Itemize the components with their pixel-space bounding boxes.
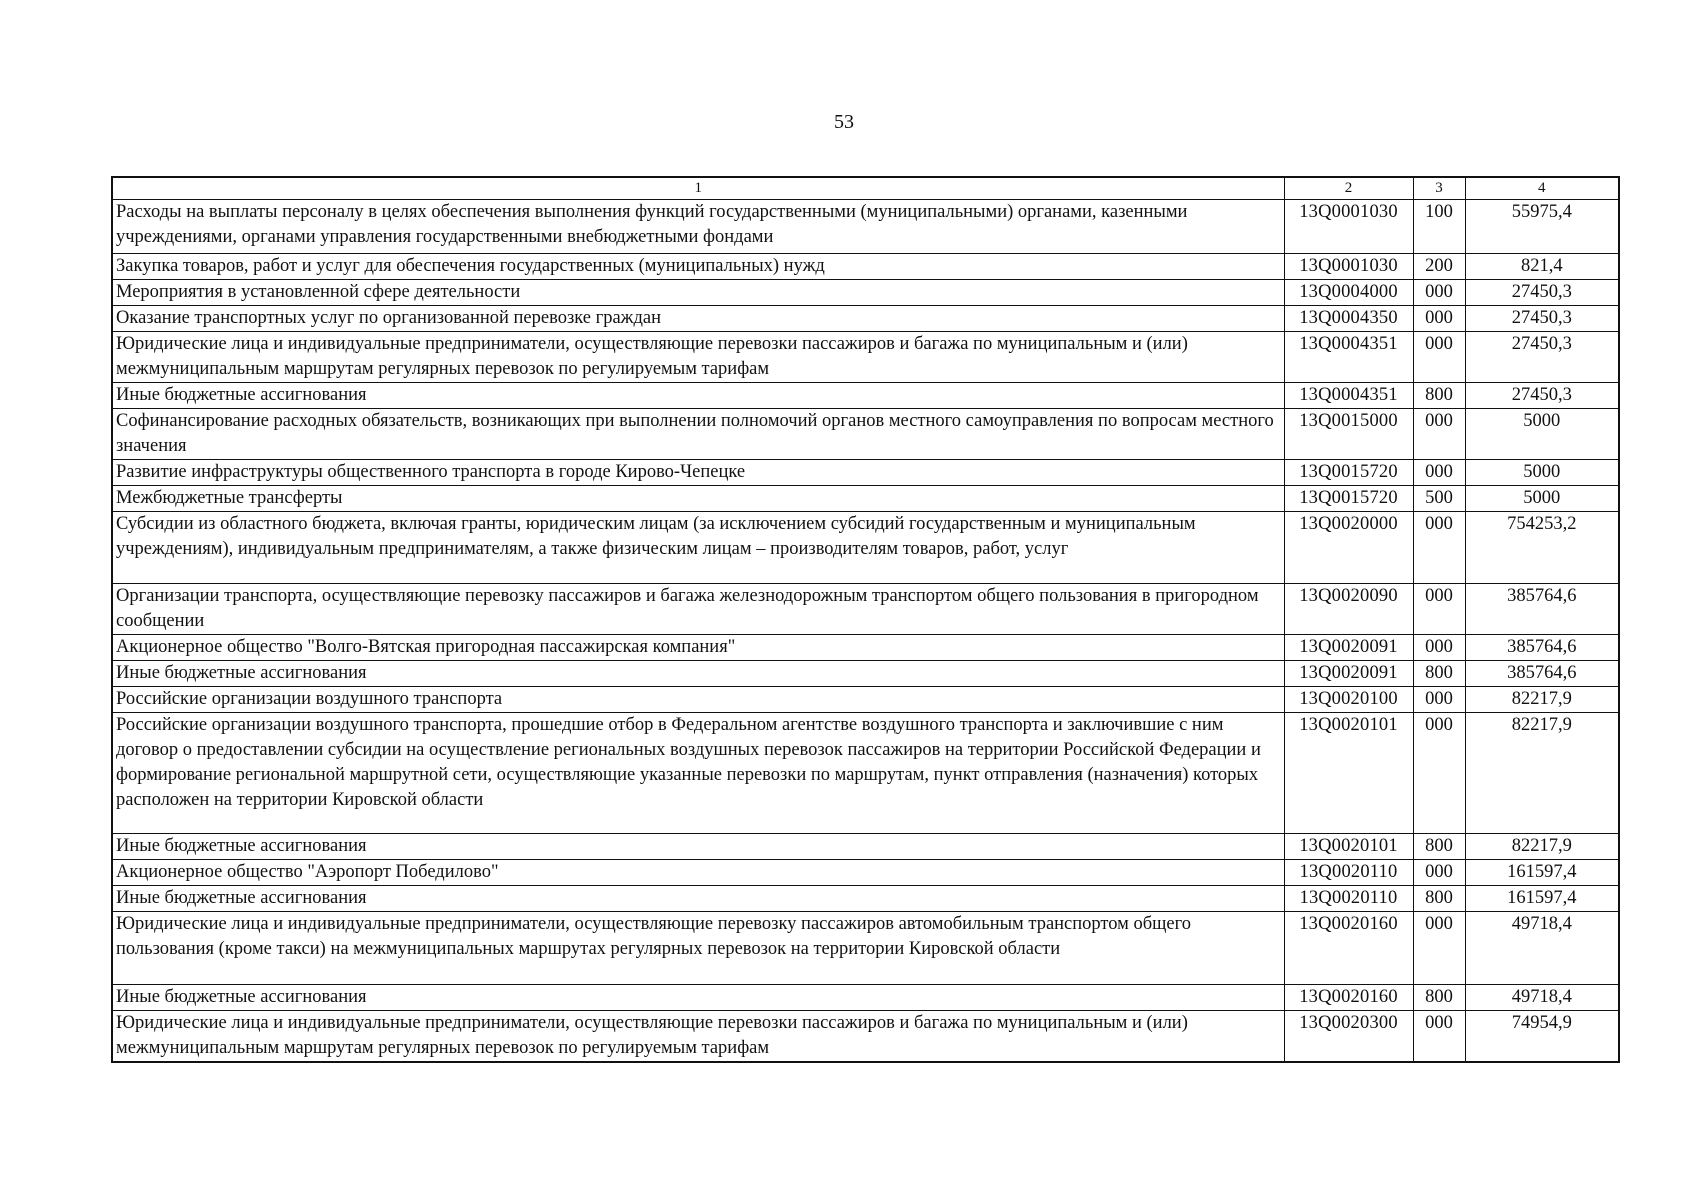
target-code-cell: 13Q0020101 [1284,834,1413,860]
amount-cell: 385764,6 [1465,584,1619,635]
budget-table [111,176,1620,1063]
table-row [112,661,1619,687]
target-code-cell: 13Q0015720 [1284,460,1413,486]
target-code-cell: 13Q0004350 [1284,306,1413,332]
amount-cell: 82217,9 [1465,834,1619,860]
expense-type-cell: 500 [1413,486,1465,512]
amount-cell: 49718,4 [1465,985,1619,1011]
table-row [112,687,1619,713]
expense-type-cell: 000 [1413,912,1465,985]
table-row [112,834,1619,860]
target-code-cell: 13Q0020110 [1284,860,1413,886]
amount-cell: 5000 [1465,409,1619,460]
item-name-cell: Акционерное общество "Аэропорт Победилово" [112,860,1284,886]
target-code-cell: 13Q0020160 [1284,985,1413,1011]
table-row [112,486,1619,512]
expense-type-cell: 800 [1413,661,1465,687]
table-row [112,985,1619,1011]
expense-type-cell: 000 [1413,332,1465,383]
target-code-cell: 13Q0020000 [1284,512,1413,584]
item-name-cell: Организации транспорта, осуществляющие перевозку пассажиров и багажа железнодорожным транспортом общего пользования в пригородном сообщении [112,584,1284,635]
item-name-cell: Юридические лица и индивидуальные предприниматели, осуществляющие перевозки пассажиров и багажа по муниципальным и (или) межмуниципальным маршрутам регулярных перевозок по регулируемым тарифам [112,332,1284,383]
expense-type-cell: 000 [1413,713,1465,834]
item-name-cell: Иные бюджетные ассигнования [112,383,1284,409]
item-name-cell: Мероприятия в установленной сфере деятельности [112,280,1284,306]
target-code-cell: 13Q0004000 [1284,280,1413,306]
expense-type-cell: 800 [1413,985,1465,1011]
target-code-cell: 13Q0020100 [1284,687,1413,713]
table-row [112,409,1619,460]
expense-type-cell: 800 [1413,383,1465,409]
amount-cell: 385764,6 [1465,661,1619,687]
amount-cell: 5000 [1465,486,1619,512]
table-row [112,912,1619,985]
target-code-cell: 13Q0004351 [1284,383,1413,409]
amount-cell: 161597,4 [1465,886,1619,912]
table-row [112,584,1619,635]
amount-cell: 82217,9 [1465,687,1619,713]
item-name-cell: Развитие инфраструктуры общественного транспорта в городе Кирово-Чепецке [112,460,1284,486]
table-row [112,1011,1619,1063]
amount-cell: 55975,4 [1465,200,1619,254]
expense-type-cell: 000 [1413,512,1465,584]
header-cell-2: 2 [1284,177,1413,200]
target-code-cell: 13Q0020300 [1284,1011,1413,1063]
table-row [112,254,1619,280]
item-name-cell: Иные бюджетные ассигнования [112,661,1284,687]
expense-type-cell: 000 [1413,635,1465,661]
target-code-cell: 13Q0015720 [1284,486,1413,512]
expense-type-cell: 000 [1413,687,1465,713]
target-code-cell: 13Q0015000 [1284,409,1413,460]
target-code-cell: 13Q0004351 [1284,332,1413,383]
item-name-cell: Расходы на выплаты персоналу в целях обеспечения выполнения функций государственными (муниципальными) органами, казенными учреждениями, органами управления государственными внебюджетными фондами [112,200,1284,254]
target-code-cell: 13Q0020110 [1284,886,1413,912]
item-name-cell: Иные бюджетные ассигнования [112,985,1284,1011]
expense-type-cell: 000 [1413,280,1465,306]
expense-type-cell: 000 [1413,1011,1465,1063]
target-code-cell: 13Q0001030 [1284,254,1413,280]
amount-cell: 27450,3 [1465,280,1619,306]
table-row [112,713,1619,834]
expense-type-cell: 000 [1413,584,1465,635]
expense-type-cell: 000 [1413,306,1465,332]
amount-cell: 27450,3 [1465,332,1619,383]
table-row [112,383,1619,409]
header-cell-1: 1 [112,177,1284,200]
page-number: 53 [834,111,854,133]
item-name-cell: Акционерное общество "Волго-Вятская пригородная пассажирская компания" [112,635,1284,661]
expense-type-cell: 800 [1413,834,1465,860]
expense-type-cell: 800 [1413,886,1465,912]
expense-type-cell: 000 [1413,460,1465,486]
amount-cell: 74954,9 [1465,1011,1619,1063]
item-name-cell: Юридические лица и индивидуальные предприниматели, осуществляющие перевозки пассажиров и багажа по муниципальным и (или) межмуниципальным маршрутам регулярных перевозок по регулируемым тарифам [112,1011,1284,1063]
item-name-cell: Иные бюджетные ассигнования [112,886,1284,912]
target-code-cell: 13Q0020091 [1284,635,1413,661]
amount-cell: 5000 [1465,460,1619,486]
item-name-cell: Юридические лица и индивидуальные предприниматели, осуществляющие перевозку пассажиров автомобильным транспортом общего пользования (кроме такси) на межмуниципальных маршрутах регулярных перевозок на территории Кировской области [112,912,1284,985]
amount-cell: 754253,2 [1465,512,1619,584]
item-name-cell: Иные бюджетные ассигнования [112,834,1284,860]
table-row [112,460,1619,486]
amount-cell: 161597,4 [1465,860,1619,886]
expense-type-cell: 100 [1413,200,1465,254]
item-name-cell: Софинансирование расходных обязательств, возникающих при выполнении полномочий органов местного самоуправления по вопросам местного значения [112,409,1284,460]
item-name-cell: Межбюджетные трансферты [112,486,1284,512]
table-row [112,635,1619,661]
item-name-cell: Российские организации воздушного транспорта [112,687,1284,713]
target-code-cell: 13Q0020091 [1284,661,1413,687]
table-row [112,280,1619,306]
amount-cell: 821,4 [1465,254,1619,280]
target-code-cell: 13Q0020090 [1284,584,1413,635]
item-name-cell: Оказание транспортных услуг по организованной перевозке граждан [112,306,1284,332]
expense-type-cell: 000 [1413,860,1465,886]
amount-cell: 49718,4 [1465,912,1619,985]
table-row [112,886,1619,912]
amount-cell: 27450,3 [1465,306,1619,332]
expense-type-cell: 000 [1413,409,1465,460]
header-cell-4: 4 [1465,177,1619,200]
amount-cell: 82217,9 [1465,713,1619,834]
table-body [112,177,1619,1062]
table-row [112,332,1619,383]
amount-cell: 27450,3 [1465,383,1619,409]
target-code-cell: 13Q0020160 [1284,912,1413,985]
target-code-cell: 13Q0001030 [1284,200,1413,254]
item-name-cell: Российские организации воздушного транспорта, прошедшие отбор в Федеральном агентстве воздушного транспорта и заключившие с ним договор о предоставлении субсидии на осуществление региональных воздушных перевозок пассажиров на территории Российской Федерации и формирование региональной маршрутной сети, осуществляющие указанные перевозки по маршрутам, пункт отправления (назначения) которых расположен на территории Кировской области [112,713,1284,834]
item-name-cell: Субсидии из областного бюджета, включая гранты, юридическим лицам (за исключением субсидий государственным и муниципальным учреждениям), индивидуальным предпринимателям, а также физическим лицам – производителям товаров, работ, услуг [112,512,1284,584]
table-row [112,860,1619,886]
amount-cell: 385764,6 [1465,635,1619,661]
header-cell-3: 3 [1413,177,1465,200]
table-row [112,306,1619,332]
target-code-cell: 13Q0020101 [1284,713,1413,834]
table-row [112,512,1619,584]
table-row [112,200,1619,254]
expense-type-cell: 200 [1413,254,1465,280]
table-header-row [112,177,1619,200]
item-name-cell: Закупка товаров, работ и услуг для обеспечения государственных (муниципальных) нужд [112,254,1284,280]
